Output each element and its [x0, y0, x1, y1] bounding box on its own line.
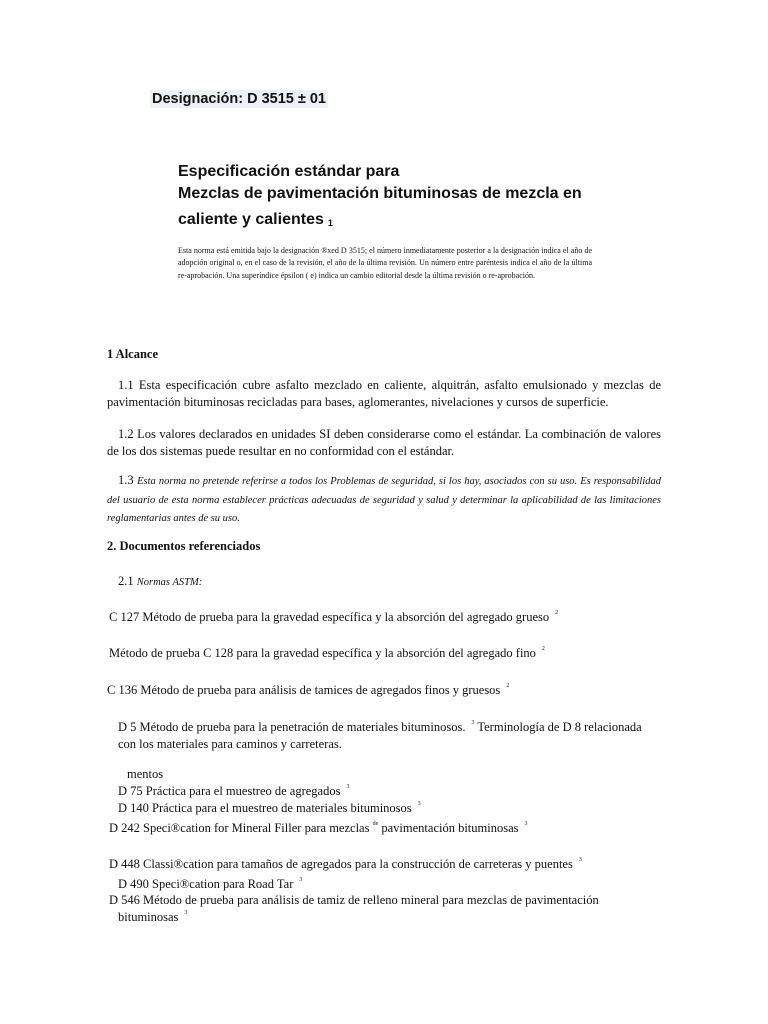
ref-c136	[107, 683, 509, 698]
paragraph-1-3-text: Esta norma no pretende referirse a todos los Problemas de seguridad, si los hay, asociados con su uso. Es responsabilidad del usuario de esta norma establecer prácticas adecuadas de seguridad y salud y determinar la aplicabilidad de las limitaciones reglamentarias antes de su uso.	[107, 476, 661, 524]
subsection-2-1-label: Normas ASTM:	[136, 577, 203, 588]
ref-d546-footnote: 3	[184, 910, 188, 916]
title-footnote-marker: 1	[327, 218, 333, 228]
ref-c128-footnote: 2	[541, 646, 545, 652]
ref-c136-text: C 136 Método de prueba para análisis de tamices de agregados finos y gruesos	[107, 683, 501, 697]
ref-d5	[118, 720, 642, 735]
ref-d5-text: D 5 Método de prueba para la penetración de materiales bituminosos.	[118, 720, 466, 734]
title-prefix: Especificación estándar para	[178, 163, 400, 180]
ref-d140	[118, 801, 421, 816]
ref-c128	[109, 646, 545, 661]
ref-c136-footnote: 2	[506, 683, 510, 689]
ref-d546-continuation	[118, 910, 187, 925]
document-title-text: Mezclas de pavimentación bituminosas de mezcla en caliente y calientes	[178, 185, 582, 228]
ref-c127-footnote: 2	[555, 610, 559, 616]
ref-d75	[118, 784, 349, 799]
ref-d242	[109, 821, 528, 836]
ref-d8-continuation: con los materiales para caminos y carreteras.	[118, 737, 342, 751]
ref-d8-text: Terminología de D 8 relacionada	[477, 720, 642, 734]
document-title	[178, 181, 638, 233]
ref-c128-text: Método de prueba C 128 para la gravedad específica y la absorción del agregado fino	[109, 646, 536, 660]
subsection-2-1-number: 2.1	[118, 574, 134, 588]
ref-d546-text-b: bituminosas	[118, 910, 179, 924]
ref-d242-text-a: D 242 Speci®cation for Mineral Filler para mezclas	[109, 821, 370, 835]
ref-fragment-mentos: mentos	[127, 767, 164, 781]
ref-d75-footnote: 3	[346, 784, 350, 790]
subsection-2-1	[118, 574, 202, 589]
ref-d242-footnote: 3	[524, 821, 528, 827]
paragraph-1-3-number: 1.3	[118, 473, 134, 487]
ref-d490	[118, 877, 302, 892]
paragraph-1-3	[107, 472, 661, 528]
ref-d75-text: D 75 Práctica para el muestreo de agregados	[118, 784, 341, 798]
ref-c127-text: C 127 Método de prueba para la gravedad específica y la absorción del agregado grueso	[109, 610, 550, 624]
section-2-heading: 2. Documentos referenciados	[107, 539, 261, 553]
ref-d140-text: D 140 Práctica para el muestreo de materiales bituminosos	[118, 801, 412, 815]
section-1-heading: 1 Alcance	[107, 347, 159, 361]
ref-d490-text: D 490 Speci®cation para Road Tar	[118, 877, 294, 891]
ref-d242-text-b: pavimentación bituminosas	[381, 821, 519, 835]
ref-d5-footnote: 3	[471, 720, 475, 726]
ref-d490-footnote: 3	[299, 877, 303, 883]
designation-label: Designación: D 3515 ± 01	[152, 91, 326, 107]
ref-d546: D 546 Método de prueba para análisis de tamiz de relleno mineral para mezclas de pavimentación	[109, 893, 599, 907]
ref-d448-footnote: 3	[578, 857, 582, 863]
issuance-note: Esta norma está emitida bajo la designación ®xed D 3515; el número inmediatamente posterior a la designación indica el año de adopción original o, en el caso de la revisión, el año de la última revisión. Un número entre paréntesis indica el año de la última re-aprobación. Una superíndice épsilon ( e) indica un cambio editorial desde la última revisión o re-aprobación.	[178, 246, 592, 280]
ref-d448	[109, 857, 582, 872]
ref-d448-text: D 448 Classi®cation para tamaños de agregados para la construcción de carreteras y puentes	[109, 857, 573, 871]
ref-c127	[109, 610, 558, 625]
ref-d242-de: de	[372, 821, 379, 827]
paragraph-1-1: 1.1 Esta especificación cubre asfalto mezclado en caliente, alquitrán, asfalto emulsionado y mezclas de pavimentación bituminosas recicladas para bases, aglomerantes, nivelaciones y cursos de superficie.	[107, 378, 661, 409]
paragraph-1-2: 1.2 Los valores declarados en unidades SI deben considerarse como el estándar. La combinación de valores de los dos sistemas puede resultar en no conformidad con el estándar.	[107, 427, 661, 458]
ref-d140-footnote: 3	[417, 801, 421, 807]
